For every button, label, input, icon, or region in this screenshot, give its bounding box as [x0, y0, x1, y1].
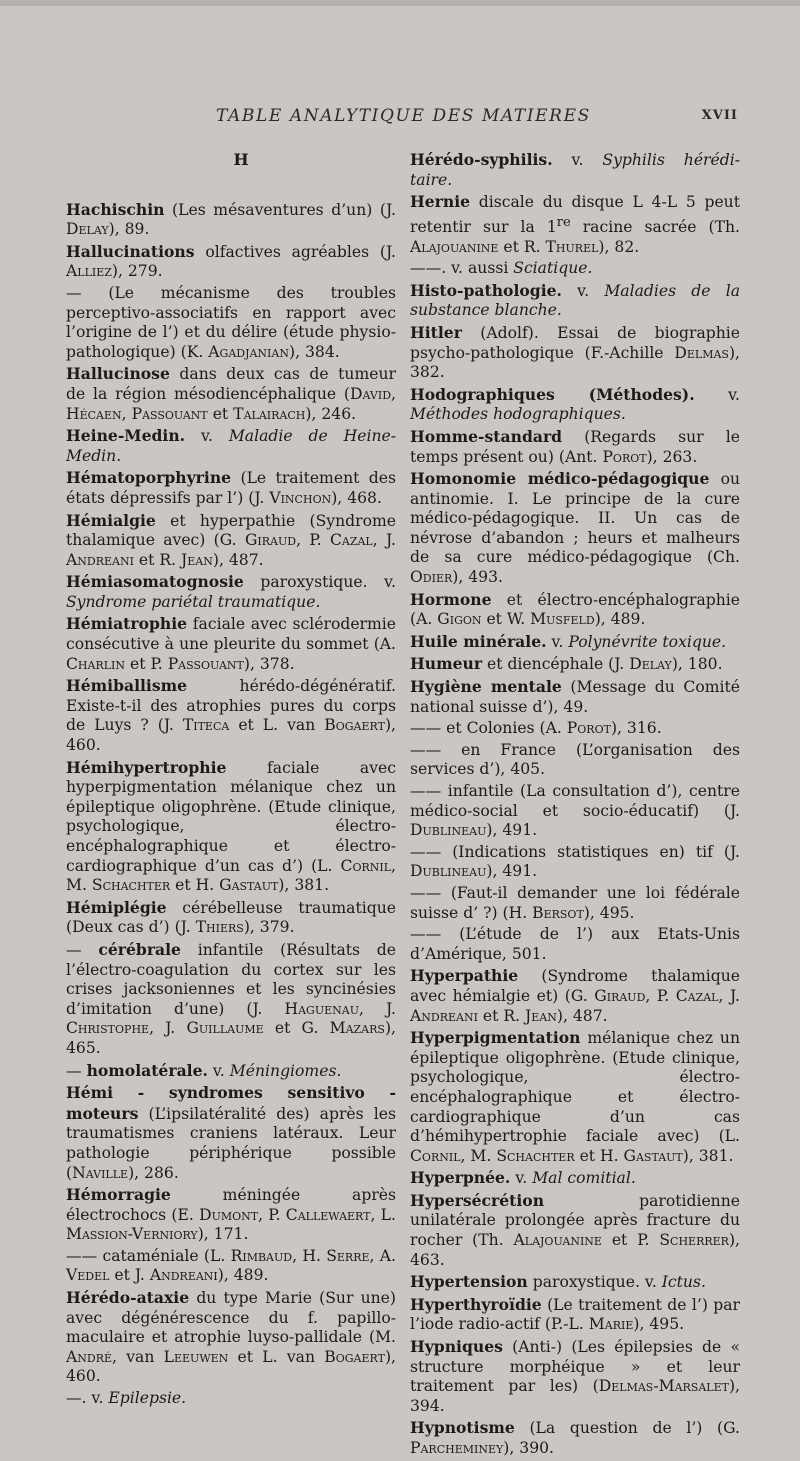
index-entry: Hérédo-ataxie du type Marie (Sur une) avec dégénérescence du f. papillo-maculaire et atrophie luyso-pallidale (M. André, van Leeuwen et L. van Bogaert), 460.: [66, 1288, 396, 1386]
index-entry: Hémiatrophie faciale avec sclérodermie consécutive à une pleurite du sommet (A. Charlin et P. Passouant), 378.: [66, 614, 396, 673]
index-entry: Hyperpigmentation mélanique chez un épileptique oligophrène. (Etude clinique, psychologique, électro-encéphalographique et électro-cardiographique d’un cas d’hémihypertrophie faciale avec) (L. Cornil, M. Schachter et H. Gastaut), 381.: [410, 1028, 740, 1165]
index-entry: Hérédo-syphilis. v. Syphilis hérédi-taire.: [410, 150, 740, 189]
index-entry: Hyperpathie (Syndrome thalamique avec hémialgie et) (G. Giraud, P. Cazal, J. Andreani et R. Jean), 487.: [410, 966, 740, 1025]
index-entry: — cérébrale infantile (Résultats de l’électro-coagulation du cortex sur les crises jacksoniennes et les syncinésies d’imitation d’une) (J. Haguenau, J. Christophe, J. Guillaume et G. Mazars), 465.: [66, 939, 396, 1057]
index-entry: Hitler (Adolf). Essai de biographie psycho-pathologique (F.-Achille Delmas), 382.: [410, 322, 740, 382]
index-entry: Hypnotisme (La question de l’) (G. Parcheminey), 390.: [410, 1418, 740, 1457]
index-entry: Hémiplégie cérébelleuse traumatique (Deux cas d’) (J. Thiers), 379.: [66, 897, 396, 937]
running-head-title: TABLE ANALYTIQUE DES MATIERES: [216, 106, 591, 126]
index-entry: —— et Colonies (A. Porot), 316.: [410, 719, 662, 738]
left-entries: [66, 200, 396, 1409]
index-entry: Hachischin (Les mésaventures d’un) (J. Delay), 89.: [66, 199, 396, 239]
section-letter: H: [233, 150, 249, 169]
index-entry: Histo-pathologie. v. Maladies de la substance blanche.: [410, 280, 740, 320]
index-entry: Hypersécrétion parotidienne unilatérale prolongée après fracture du rocher (Th. Alajouanine et P. Scherrer), 463.: [410, 1190, 740, 1269]
index-entry: —— en France (L’organisation des services d’), 405.: [410, 740, 740, 779]
index-entry: Hodographiques (Méthodes). v. Méthodes hodographiques.: [410, 384, 741, 424]
index-entry: Hormone et électro-encéphalographie (A. Gigon et W. Musfeld), 489.: [410, 589, 740, 629]
left-column: [66, 150, 396, 1411]
index-entry: Hyperthyroïdie (Le traitement de l’) par l’iode radio-actif (P.-L. Marie), 495.: [410, 1294, 740, 1334]
index-entry: Hyperpnée. v. Mal comitial.: [410, 1168, 636, 1188]
index-entry: Hallucinations olfactives agréables (J. Alliez), 279.: [66, 241, 396, 281]
index-entry: Hypertension paroxystique. v. Ictus.: [410, 1272, 706, 1292]
index-entry: Hygiène mentale (Message du Comité national suisse d’), 49.: [410, 677, 741, 716]
index-entry: Hémi - syndromes sensitivo - moteurs (L’ipsilatéralité des) après les traumatismes craniens latéraux. Leur pathologie périphérique possible (Naville), 286.: [66, 1083, 396, 1182]
index-entry: Hématoporphyrine (Le traitement des états dépressifs par l’) (J. Vinchon), 468.: [66, 468, 396, 507]
index-entry: —. v. Epilepsie.: [66, 1389, 187, 1408]
index-entry: Hypniques (Anti-) (Les épilepsies de « structure morphéique » et leur traitement par les) (Delmas-Marsalet), 394.: [410, 1337, 740, 1415]
index-entry: Hallucinose dans deux cas de tumeur de la région mésodiencéphalique (David, Hécaen, Passouant et Talairach), 246.: [66, 364, 396, 423]
index-entry: Hémiballisme hérédo-dégénératif. Existe-t-il des atrophies pures du corps de Luys ? (J. Titeca et L. van Bogaert), 460.: [66, 676, 396, 755]
index-entry: Hernie discale du disque L 4-L 5 peut retentir sur la 1re racine sacrée (Th. Alajouanine et R. Thurel), 82.: [410, 192, 740, 256]
index-entry: —— (Indications statistiques en) tif (J. Dublineau), 491.: [410, 842, 740, 881]
running-head: [0, 106, 800, 130]
right-column: [410, 150, 740, 1461]
index-entry: Hémiasomatognosie paroxystique. v. Syndrome pariétal traumatique.: [66, 572, 396, 611]
index-entry: — (Le mécanisme des troubles perceptivo-associatifs en rapport avec l’origine de l’) et du délire (étude physio-pathologique) (K. Agadjanian), 384.: [66, 283, 396, 361]
index-entry: —— (Faut-il demander une loi fédérale suisse d’ ?) (H. Bersot), 495.: [410, 883, 740, 922]
index-entry: —— infantile (La consultation d’), centre médico-social et socio-éducatif) (J. Dublineau), 491.: [410, 782, 740, 840]
index-entry: —— (L’étude de l’) aux Etats-Unis d’Amérique, 501.: [410, 925, 740, 963]
index-entry: Hémialgie et hyperpathie (Syndrome thalamique avec) (G. Giraud, P. Cazal, J. Andreani et R. Jean), 487.: [66, 510, 396, 569]
index-entry: Huile minérale. v. Polynévrite toxique.: [410, 631, 727, 651]
page-number: XVII: [701, 108, 738, 123]
top-edge-shadow: [0, 0, 800, 6]
index-entry: Hémihypertrophie faciale avec hyperpigmentation mélanique chez un épileptique oligophrène. (Etude clinique, psychologique, électro-encéphalographique et électro-cardiographique d’un cas d’) (L. Cornil, M. Schachter et H. Gastaut), 381.: [66, 757, 396, 895]
right-entries: [410, 150, 740, 1459]
index-entry: Homme-standard (Regards sur le temps présent ou) (Ant. Porot), 263.: [410, 426, 740, 466]
index-entry: —— cataméniale (L. Rimbaud, H. Serre, A. Vedel et J. Andreani), 489.: [66, 1246, 396, 1285]
index-entry: — homolatérale. v. Méningiomes.: [66, 1060, 342, 1080]
index-entry: ——. v. aussi Sciatique.: [410, 259, 593, 278]
index-entry: Hémorragie méningée après électrochocs (E. Dumont, P. Callewaert, L. Massion-Verniory), 171.: [66, 1185, 396, 1244]
index-entry: Heine-Medin. v. Maladie de Heine-Medin.: [66, 426, 396, 465]
index-entry: Homonomie médico-pédagogique ou antinomie. I. Le principe de la cure médico-pédagogique. II. Un cas de névrose d’abandon ; heurs et malheurs de sa cure médico-pédagogique (Ch. Odier), 493.: [410, 469, 740, 587]
index-entry: Humeur et diencéphale (J. Delay), 180.: [410, 654, 723, 674]
